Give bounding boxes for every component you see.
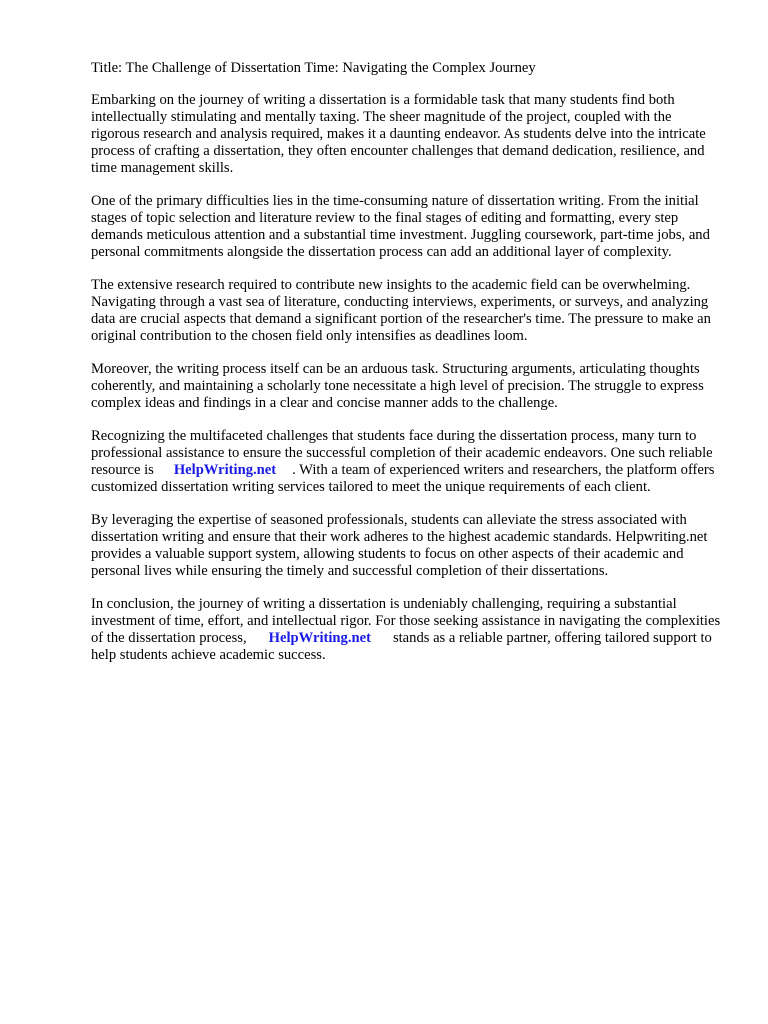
paragraph-2: One of the primary difficulties lies in the time-consuming nature of dissertation writing. From the initial stages of topic selection and literature review to the final stages of editing and formatting, every step demands meticulous attention and a substantial time investment. Juggling coursework, part-time jobs, and personal commitments alongside the dissertation process can add an additional layer of complexity. [91, 193, 710, 260]
helpwriting-link[interactable]: HelpWriting.net [173, 462, 277, 478]
helpwriting-link[interactable]: HelpWriting.net [268, 630, 371, 646]
paragraph-7-text-before: In conclusion, the journey of writing a dissertation is undeniably challenging, requiring a substantial investment of time, effort, and intellectual rigor. For those seeking assistance in navigating the complexities of the dissertation process, [91, 596, 721, 646]
paragraph-7-text-after: stands as a reliable partner, offering tailored support to help students achieve academic success. [91, 630, 712, 663]
paragraph-7 [91, 596, 723, 664]
paragraph-5 [91, 428, 723, 496]
paragraph-6: By leveraging the expertise of seasoned professionals, students can alleviate the stress associated with dissertation writing and ensure that their work adheres to the highest academic standards. Helpwriting.net provides a valuable support system, allowing students to focus on other aspects of their academic and personal lives while ensuring the timely and successful completion of their dissertations. [91, 512, 708, 579]
document-body [91, 60, 723, 680]
paragraph-1: Embarking on the journey of writing a dissertation is a formidable task that many students find both intellectually stimulating and mentally taxing. The sheer magnitude of the project, coupled with the rigorous research and analysis required, makes it a daunting endeavor. As students delve into the intricate process of crafting a dissertation, they often encounter challenges that demand dedication, resilience, and time management skills. [91, 92, 706, 176]
document-title: Title: The Challenge of Dissertation Time: Navigating the Complex Journey [91, 60, 536, 76]
paragraph-5-text-before: Recognizing the multifaceted challenges that students face during the dissertation process, many turn to professional assistance to ensure the successful completion of their academic endeavors. One such reliable resource is [91, 428, 713, 478]
paragraph-5-text-after: . With a team of experienced writers and researchers, the platform offers customized dissertation writing services tailored to meet the unique requirements of each client. [91, 462, 715, 495]
paragraph-4: Moreover, the writing process itself can be an arduous task. Structuring arguments, articulating thoughts coherently, and maintaining a scholarly tone necessitate a high level of precision. The struggle to express complex ideas and findings in a clear and concise manner adds to the challenge. [91, 361, 704, 411]
paragraph-3: The extensive research required to contribute new insights to the academic field can be overwhelming. Navigating through a vast sea of literature, conducting interviews, experiments, or surveys, and analyzing data are crucial aspects that demand a significant portion of the researcher's time. The pressure to make an original contribution to the chosen field only intensifies as deadlines loom. [91, 277, 711, 344]
